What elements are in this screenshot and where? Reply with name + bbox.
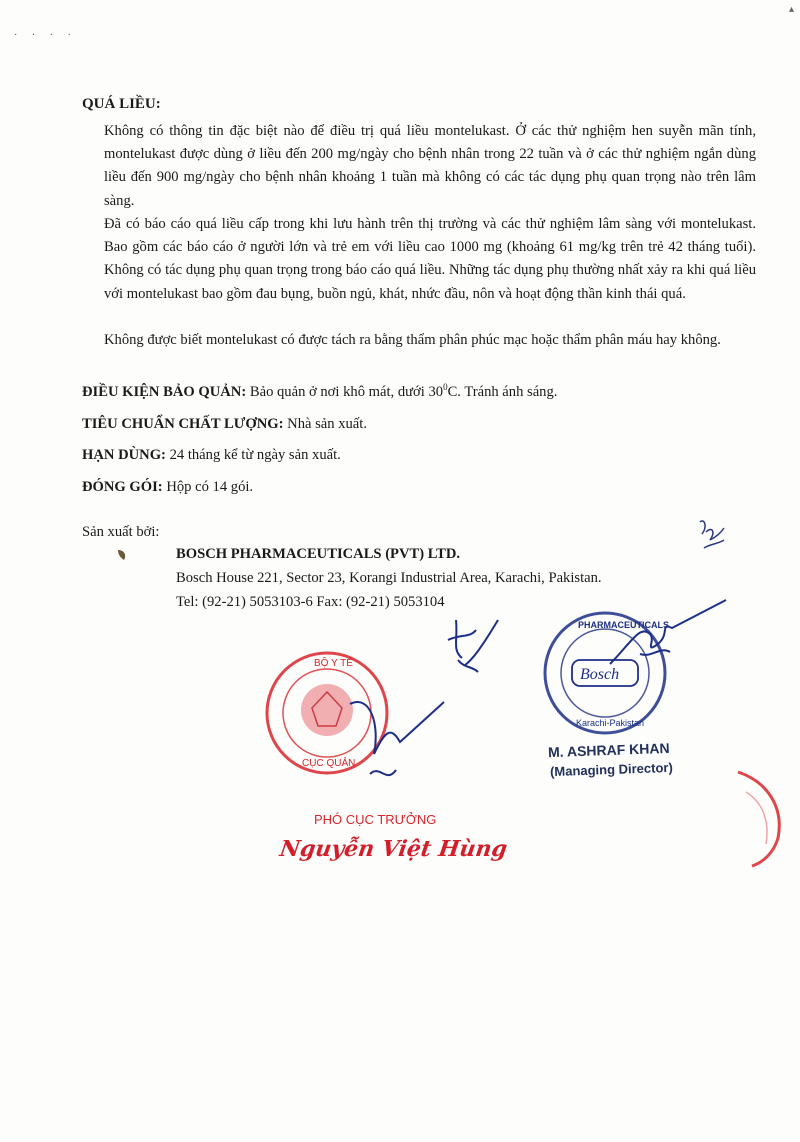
manufacturer-address: Bosch House 221, Sector 23, Korangi Industrial Area, Karachi, Pakistan. (176, 570, 602, 586)
storage-text-b: C. Tránh ánh sáng. (447, 384, 558, 400)
handwritten-signature-1-icon (438, 610, 508, 680)
svg-text:Bosch: Bosch (580, 666, 620, 683)
expiry-label: HẠN DÙNG: (82, 447, 166, 463)
overdose-paragraph-2: Đã có báo cáo quá liều cấp trong khi lưu hành trên thị trường và các thử nghiệm lâm sàng với montelukast. Bao gồm các báo cáo ở người lớn và trẻ em với liều cao 1000 mg (khoảng 61 mg/kg trên trẻ 42 tháng tuổi). Không có tác dụng phụ quan trọng trong báo cáo quá liều. Những tác dụng phụ thường nhất xảy ra khi quá liều với montelukast bao gồm đau bụng, buồn ngủ, khát, nhức đầu, nôn và hoạt động thần kinh thái quá. (104, 216, 756, 302)
manufacturer-name: BOSCH PHARMACEUTICALS (PVT) LTD. (176, 546, 461, 562)
storage-line (82, 384, 557, 401)
expiry-text: 24 tháng kể từ ngày sản xuất. (165, 447, 341, 463)
partial-red-stamp-icon (728, 768, 788, 868)
scan-specks: · · · · (14, 30, 77, 41)
overdose-paragraph-3: Không được biết montelukast có được tách ra bằng thẩm phân phúc mạc hoặc thẩm phân máu hay không. (104, 332, 721, 348)
svg-text:CỤC QUẢN: CỤC QUẢN (302, 758, 356, 769)
overdose-heading: QUÁ LIỀU: (82, 96, 161, 112)
initials-signature-icon (690, 514, 730, 558)
packaging-line (82, 479, 253, 496)
handwritten-signature-deputy-icon (340, 684, 450, 794)
storage-label: ĐIỀU KIỆN BẢO QUẢN: (82, 384, 247, 400)
packaging-text: Hộp có 14 gói. (162, 479, 254, 495)
manufacturer-contact: Tel: (92-21) 5053103-6 Fax: (92-21) 5053104 (176, 594, 445, 610)
deputy-director-name: Nguyễn Việt Hùng (278, 836, 509, 862)
svg-text:PHARMACEUTICALS: PHARMACEUTICALS (578, 620, 669, 630)
overdose-paragraph-1: Không có thông tin đặc biệt nào để điều trị quá liều montelukast. Ở các thử nghiệm hen suyễn mãn tính, montelukast được dùng ở liều đến 200 mg/ngày cho bệnh nhân trong 22 tuần và ở các thử nghiệm ngắn dùng liều đến 900 mg/ngày cho bệnh nhân khoảng 1 tuần mà không có các tác dụng phụ quan trọng nào trên lâm sàng. (104, 123, 756, 209)
quality-label: TIÊU CHUẨN CHẤT LƯỢNG: (82, 416, 284, 432)
svg-text:BỘ Y TẾ: BỘ Y TẾ (314, 658, 353, 669)
deputy-director-title: PHÓ CỤC TRƯỞNG (314, 812, 437, 827)
corner-mark: ▴ (788, 4, 794, 15)
quality-line (82, 416, 367, 433)
svg-text:Karachi-Pakistan: Karachi-Pakistan (576, 718, 645, 728)
manufacturer-label: Sản xuất bởi: (82, 524, 160, 540)
expiry-line (82, 447, 341, 464)
managing-director-title: (Managing Director) (549, 759, 674, 780)
managing-director-name: M. ASHRAF KHAN (547, 739, 670, 761)
packaging-label: ĐÓNG GÓI: (82, 479, 163, 495)
storage-text-a: Bảo quản ở nơi khô mát, dưới 30 (246, 384, 444, 400)
leaf-bullet-icon (116, 548, 128, 562)
quality-text: Nhà sản xuất. (283, 416, 367, 432)
storage-superscript: 0 (443, 382, 448, 392)
handwritten-signature-md-icon (600, 594, 730, 684)
